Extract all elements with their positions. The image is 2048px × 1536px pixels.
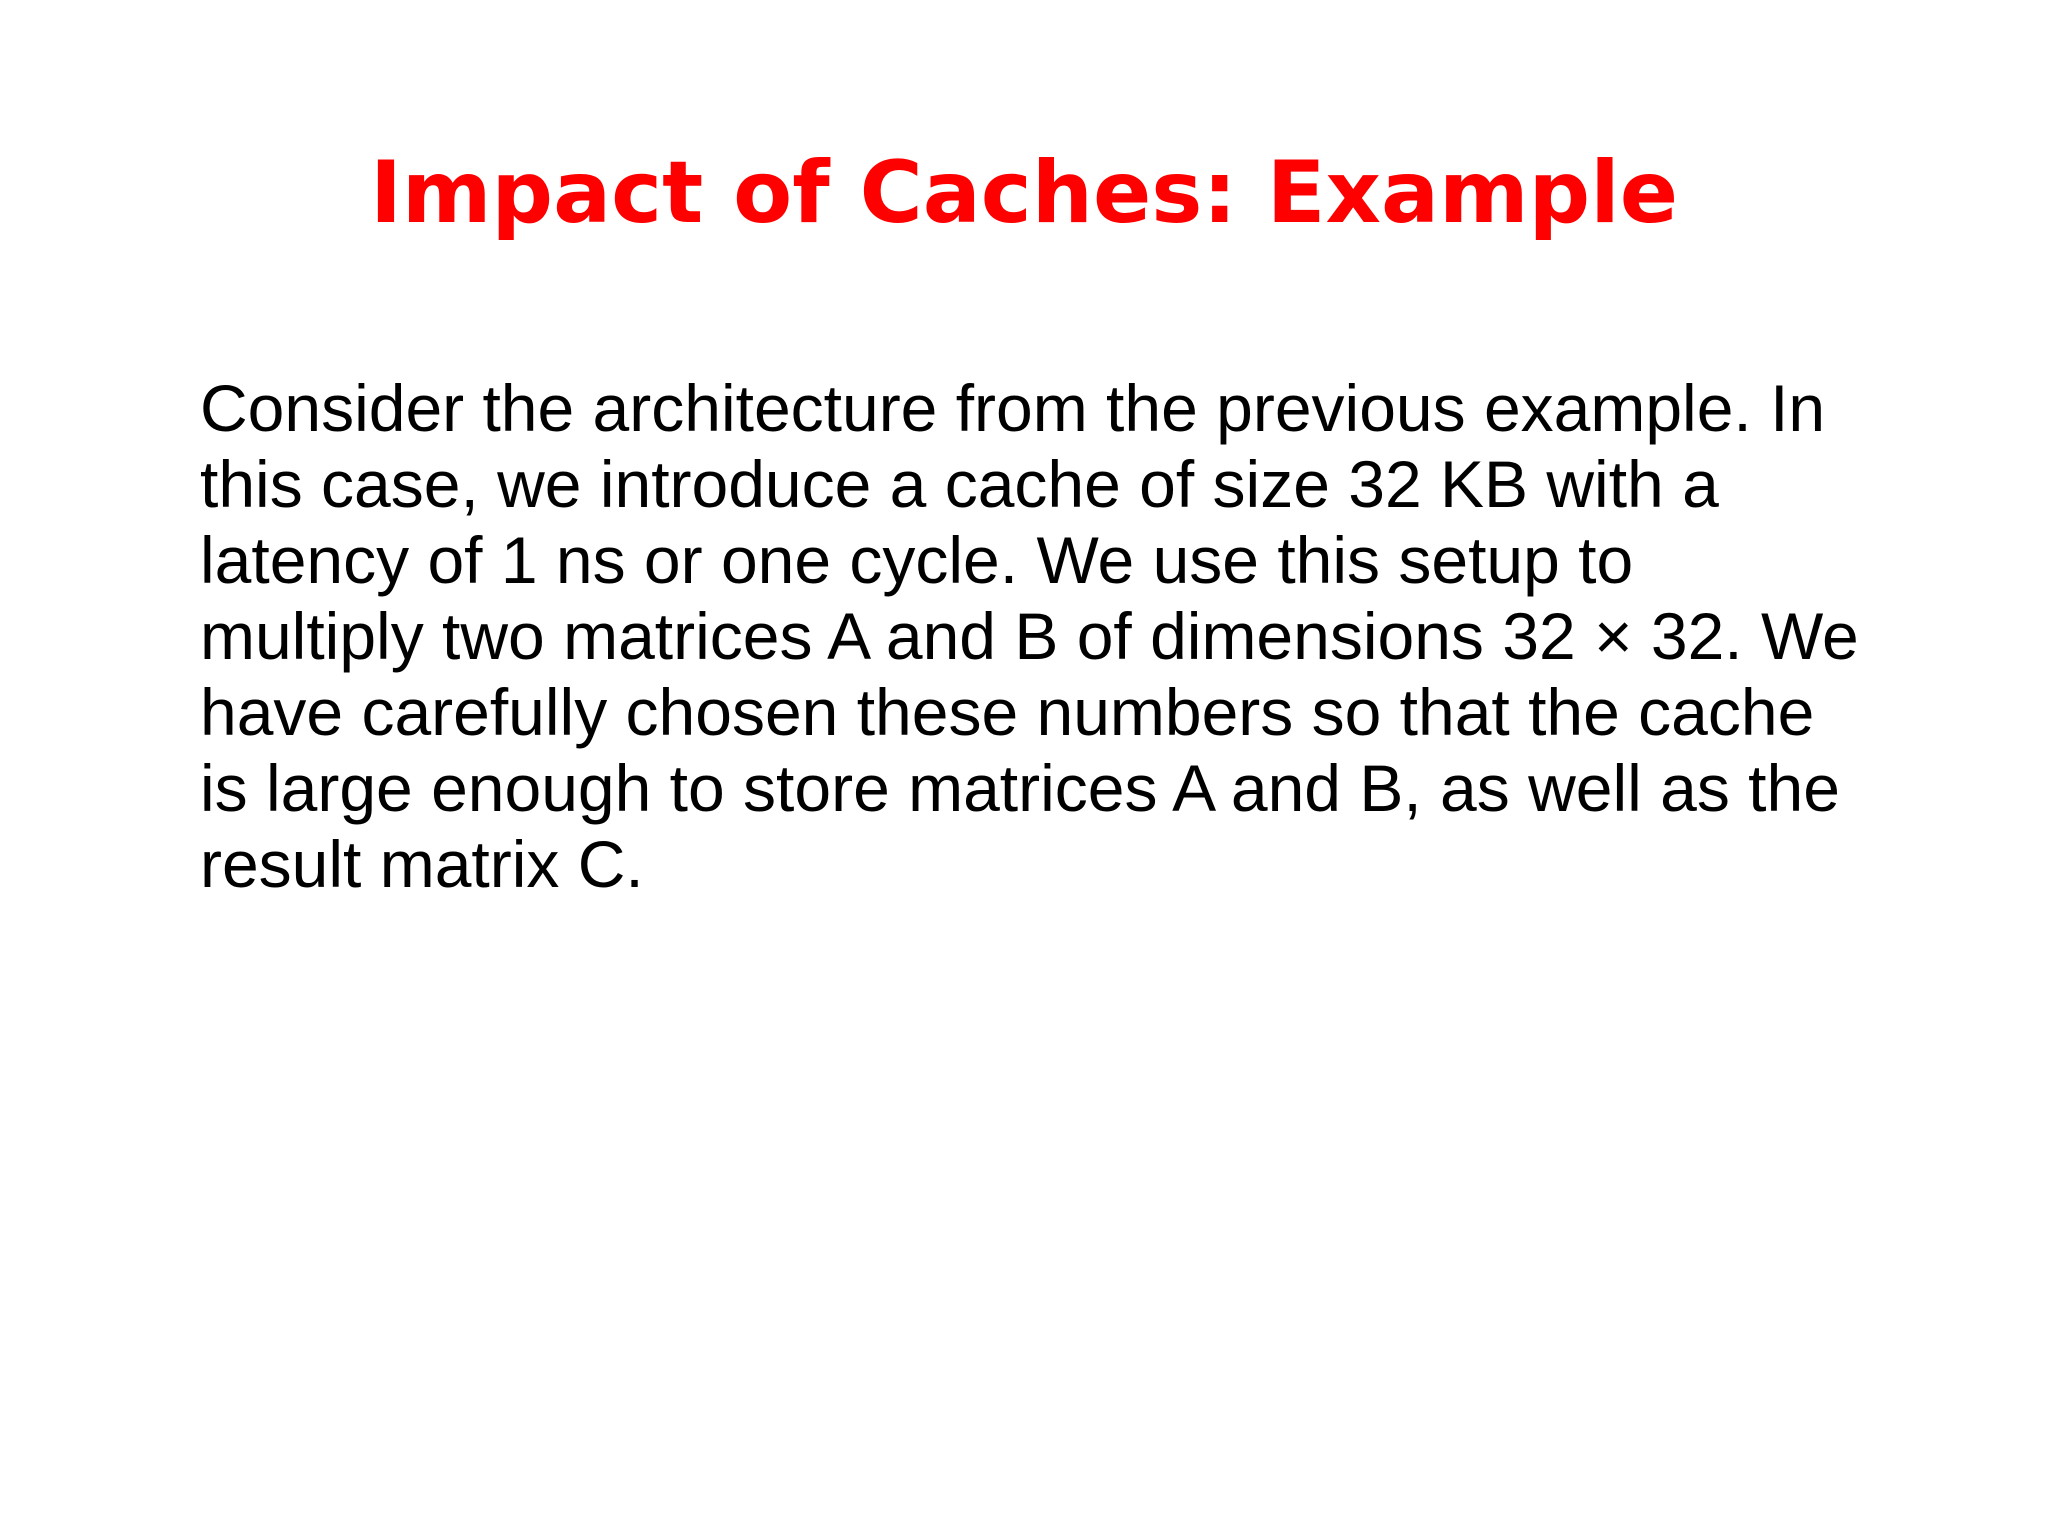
body-line: multiply two matrices A and B of dimensions 32 × 32. We	[200, 599, 1859, 673]
body-line: latency of 1 ns or one cycle. We use this setup to	[200, 523, 1634, 597]
slide-title: Impact of Caches: Example	[369, 143, 1679, 243]
body-line: result matrix C.	[200, 827, 644, 901]
slide-body-paragraph	[200, 370, 1970, 902]
body-line: this case, we introduce a cache of size 32 KB with a	[200, 447, 1719, 521]
body-line: have carefully chosen these numbers so that the cache	[200, 675, 1815, 749]
body-line: Consider the architecture from the previous example. In	[200, 371, 1826, 445]
body-line: is large enough to store matrices A and B, as well as the	[200, 751, 1840, 825]
